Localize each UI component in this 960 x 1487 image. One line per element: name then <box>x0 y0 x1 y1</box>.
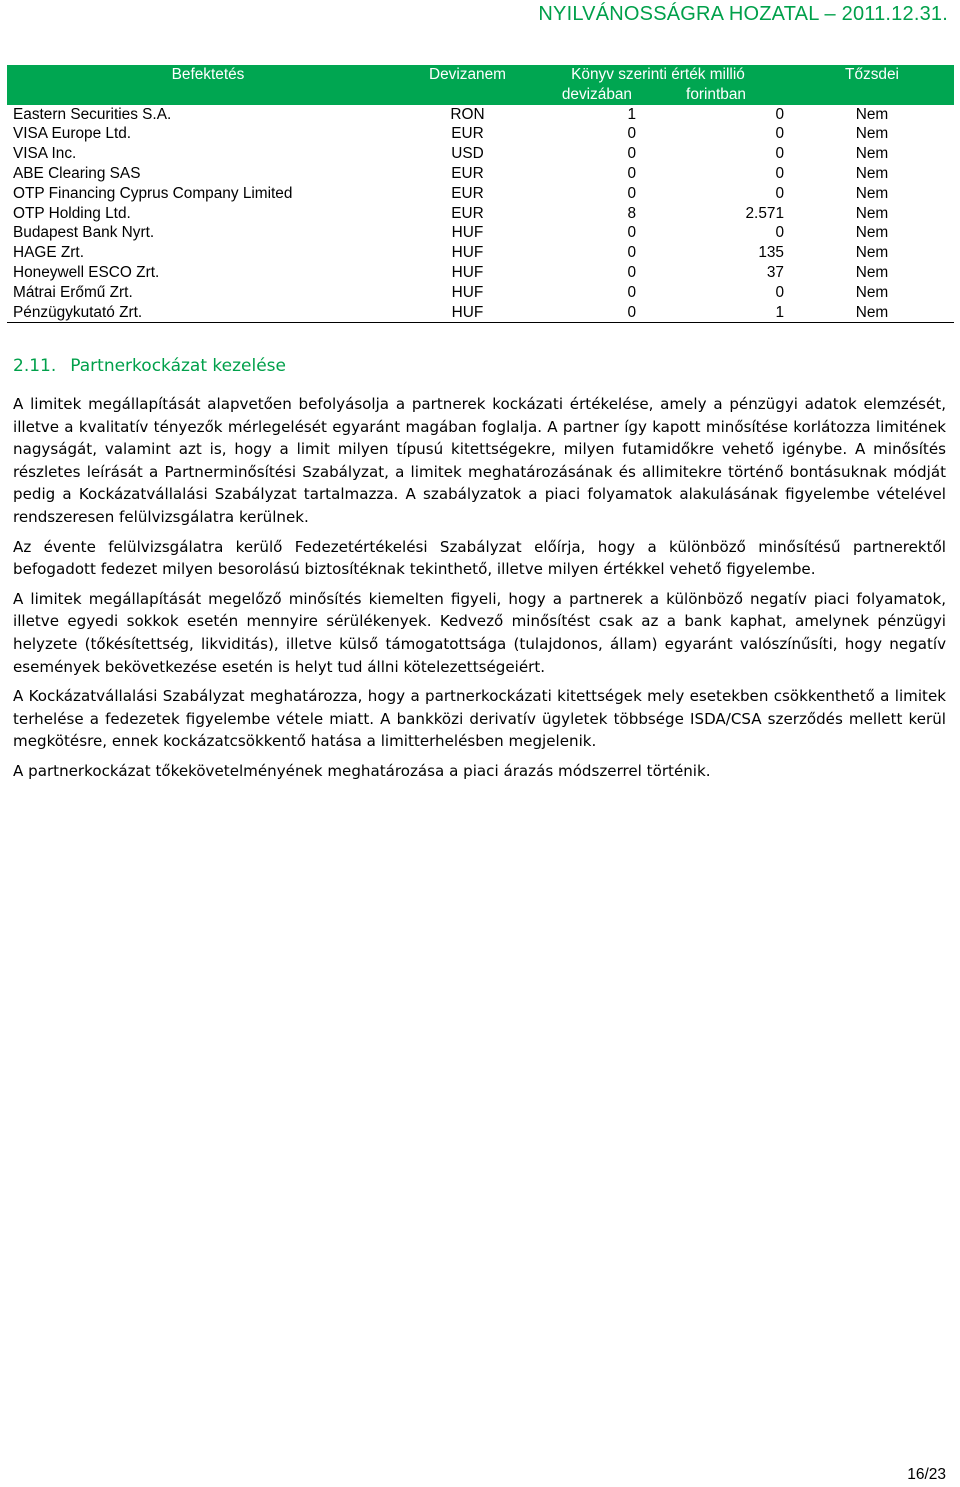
cell-investment: ABE Clearing SAS <box>13 164 141 182</box>
table-body <box>7 105 954 323</box>
cell-currency: EUR <box>451 204 484 222</box>
header-in-huf: forintban <box>642 85 790 105</box>
paragraph: A limitek megállapítását alapvetően befolyásolja a partnerek kockázati értékelése, amely a pénzügyi adatok elemzését, illetve a kvalitatív tényezők mérlegelését egyaránt magában foglalja. A partner így kapott minősítése korlátozza limitének nagyságát, valamint azt is, hogy a limit milyen típusú kitettségekre, milyen futamidőkre vehető igénybe. A minősítés részletes leírását a Partnerminősítési Szabályzat, a limitek meghatározásának és allimitekre történő bontásuknak módját pedig a Kockázatvállalási Szabályzat tartalmazza. A szabályzatok a piaci folyamatok alakulásának figyelembe vételével rendszeresen felülvizsgálatra kerülnek. <box>13 395 946 526</box>
table-header-row <box>7 65 954 85</box>
cell-currency: EUR <box>451 184 484 202</box>
cell-value-huf: 0 <box>775 105 784 123</box>
cell-value-fx: 0 <box>627 145 636 163</box>
table-row <box>7 283 954 303</box>
cell-value-fx: 0 <box>627 164 636 182</box>
cell-investment: Mátrai Erőmű Zrt. <box>13 283 133 301</box>
cell-listed: Nem <box>855 184 889 202</box>
cell-investment: OTP Financing Cyprus Company Limited <box>13 184 293 202</box>
cell-currency: RON <box>450 105 485 123</box>
table-row <box>7 303 954 323</box>
cell-value-fx: 0 <box>627 263 636 281</box>
cell-investment: Eastern Securities S.A. <box>13 105 172 123</box>
header-investment: Befektetés <box>7 65 409 85</box>
cell-listed: Nem <box>855 283 889 301</box>
cell-value-fx: 0 <box>627 184 636 202</box>
cell-investment: Pénzügykutató Zrt. <box>7 303 409 323</box>
table-subheader-row <box>7 85 954 105</box>
paragraph: A limitek megállapítását megelőző minősítés kiemelten figyeli, hogy a partnerek a különböző negatív piaci folyamatok, illetve egyedi sokkok esetén mennyire sérülékenyek. Kedvező minősítést csak az a bank kaphat, amelynek pénzügyi helyzete (tőkésítettség, likviditás), illetve külső támogatottsága (tulajdonos, állam) egyaránt valószínűsíti, hogy negatív események bekövetkezése esetén is helyt tud állni kötelezettségeiért. <box>13 589 946 676</box>
cell-value-fx: 0 <box>627 224 636 242</box>
table-row <box>7 144 954 164</box>
cell-investment: OTP Holding Ltd. <box>13 204 131 222</box>
cell-currency: EUR <box>451 164 484 182</box>
table-row <box>7 204 954 224</box>
cell-listed: Nem <box>855 244 889 262</box>
table-row <box>7 105 954 125</box>
cell-investment: HAGE Zrt. <box>13 244 84 262</box>
cell-listed: Nem <box>855 145 889 163</box>
cell-value-huf: 0 <box>775 145 784 163</box>
cell-value-fx: 0 <box>526 303 642 323</box>
table-row <box>7 243 954 263</box>
table-row <box>7 223 954 243</box>
paragraph: A partnerkockázat tőkekövetelményének meghatározása a piaci árazás módszerrel történik. <box>13 761 711 780</box>
cell-currency: HUF <box>451 224 484 242</box>
cell-value-huf: 0 <box>775 283 784 301</box>
page-number: 16/23 <box>907 1466 946 1483</box>
section-title: Partnerkockázat kezelése <box>70 356 286 376</box>
cell-value-huf: 2.571 <box>745 204 784 222</box>
cell-currency: HUF <box>451 263 484 281</box>
cell-value-huf: 0 <box>775 184 784 202</box>
cell-listed: Nem <box>855 224 889 242</box>
cell-investment: VISA Inc. <box>13 145 77 163</box>
cell-listed: Nem <box>855 125 889 143</box>
cell-value-huf: 135 <box>758 244 784 262</box>
cell-value-fx: 1 <box>627 105 636 123</box>
cell-listed: Nem <box>855 263 889 281</box>
document-header: NYILVÁNOSSÁGRA HOZATAL – 2011.12.31. <box>538 3 948 25</box>
table-row <box>7 124 954 144</box>
cell-investment: VISA Europe Ltd. <box>13 125 132 143</box>
investments-table <box>7 65 954 323</box>
cell-listed: Nem <box>855 204 889 222</box>
cell-investment: Honeywell ESCO Zrt. <box>13 263 160 281</box>
paragraph: A Kockázatvállalási Szabályzat meghatározza, hogy a partnerkockázati kitettségek mely esetekben csökkenthető a limitek terhelése a fedezetek figyelembe vétele miatt. A bankközi derivatív ügyletek többsége ISDA/CSA szerződés mellett kerül megkötésre, ennek kockázatcsökkentő hatása a limitterhelésben megjelenik. <box>13 687 946 751</box>
cell-listed: Nem <box>790 303 954 323</box>
cell-value-huf: 1 <box>642 303 790 323</box>
table-row <box>7 263 954 283</box>
cell-currency: EUR <box>451 125 484 143</box>
cell-listed: Nem <box>855 164 889 182</box>
header-currency: Devizanem <box>409 65 526 85</box>
cell-value-fx: 0 <box>627 283 636 301</box>
header-book-value: Könyv szerinti érték millió <box>526 65 790 85</box>
cell-value-huf: 0 <box>775 125 784 143</box>
cell-currency: HUF <box>451 244 484 262</box>
cell-value-huf: 0 <box>775 224 784 242</box>
cell-currency: USD <box>451 145 484 163</box>
cell-currency: HUF <box>451 283 484 301</box>
cell-value-fx: 0 <box>627 125 636 143</box>
section-body <box>13 393 946 790</box>
cell-investment: Budapest Bank Nyrt. <box>13 224 155 242</box>
table-row <box>7 184 954 204</box>
cell-value-fx: 0 <box>627 244 636 262</box>
paragraph: Az évente felülvizsgálatra kerülő Fedezetértékelési Szabályzat előírja, hogy a különböző minősítésű partnerektől befogadott fedezet milyen besorolású biztosítéknak tekinthető, illetve milyen értékkel vehető figyelembe. <box>13 537 946 579</box>
cell-value-fx: 8 <box>627 204 636 222</box>
cell-currency: HUF <box>409 303 526 323</box>
cell-listed: Nem <box>855 105 889 123</box>
header-in-currency: devizában <box>526 85 642 105</box>
table-row <box>7 164 954 184</box>
cell-value-huf: 0 <box>775 164 784 182</box>
header-listed: Tőzsdei <box>790 65 954 85</box>
section-number: 2.11. <box>13 356 57 376</box>
cell-value-huf: 37 <box>766 263 784 281</box>
section-heading <box>13 356 286 376</box>
